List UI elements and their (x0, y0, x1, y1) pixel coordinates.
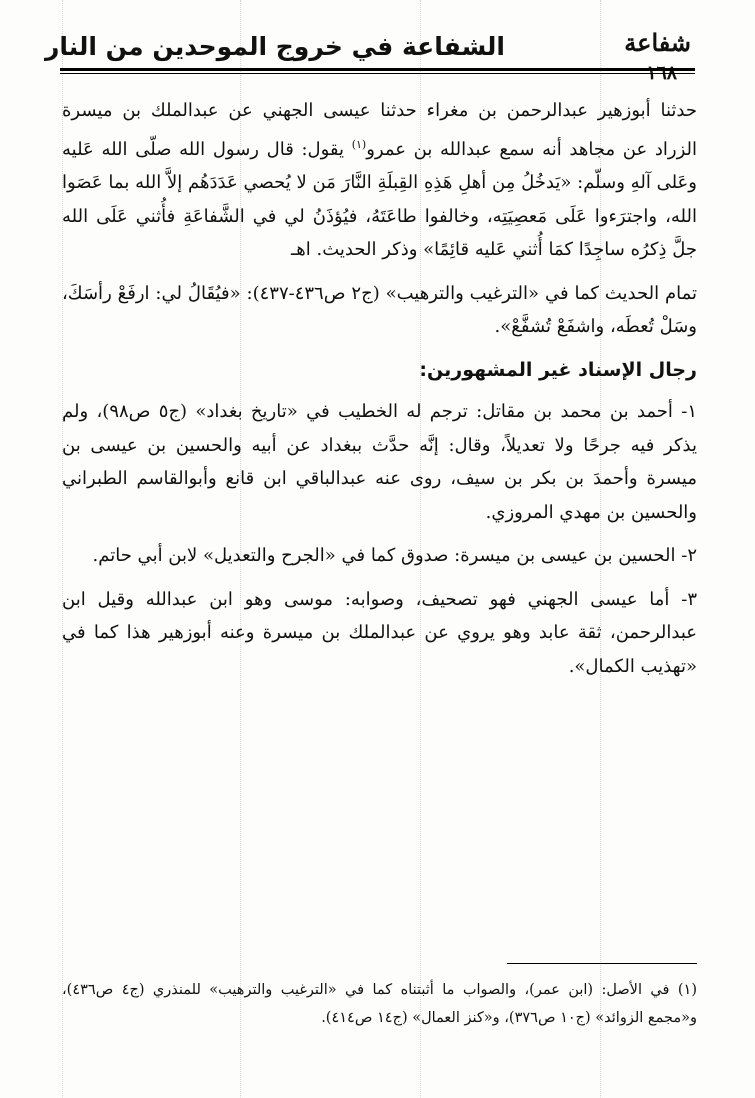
page-header (45, 24, 695, 82)
narrator-item-1: ١- أحمد بن محمد بن مقاتل: ترجم له الخطيب في «تاريخ بغداد» (ج٥ ص٩٨)، ولم يذكر فيه جرحًا ولا تعديلاً، وقال: إنَّه حدَّث ببغداد عن أبيه والحسين بن عيسى بن ميسرة وأحمدَ بن بكر بن سيف، روى عنه عبدالباقي ابن قانع وأبوالقاسم الطبراني والحسين بن مهدي المروزي. (62, 401, 698, 523)
footnotes (62, 976, 697, 1032)
section-heading: رجال الإسناد غير المشهورين: (419, 358, 697, 381)
header-rule (60, 68, 695, 71)
narrator-item-2: ٢- الحسين بن عيسى بن ميسرة: صدوق كما في «الجرح والتعديل» لابن أبي حاتم. (92, 545, 697, 566)
main-text (62, 94, 697, 693)
page-title: الشفاعة في خروج الموحدين من النار (45, 32, 505, 61)
hadith-matn: يقول: قال رسول الله صلّى الله عَليه وعَلى آلهِ وسلّم: «يَدخُلُ مِن أهلِ هَذِهِ القِبلَةِ النَّارَ مَن لا يُحصي عَدَدَهُم إلاَّ الله بما عَصَوا الله، واجترَءوا عَلَى مَعصِيَتِه، وخالفوا طاعَتَهُ، فيُؤذَنُ لي في الشَّفاعَةِ فأُثني عَلَى الله جلَّ ذِكرُه ساجِدًا كمَا أُثني عَليه قائِمًا» وذكر الحديث. اهـ (62, 138, 697, 260)
hadith-paragraph (62, 94, 697, 267)
header-ornament: شفاعة (624, 28, 691, 57)
footnote-marker: (١) (351, 137, 367, 151)
narrator-item-3: ٣- أما عيسى الجهني فهو تصحيف، وصوابه: موسى وهو ابن عبدالله وقيل ابن عبدالرحمن، ثقة عابد وهو يروي عن عبدالملك بن ميسرة وعنه أبوزهير هذا كما في «تهذيب الكمال». (62, 588, 697, 677)
header-rule-thin (60, 73, 695, 74)
hadith-isnad: حدثنا أبوزهير عبدالرحمن بن مغراء حدثنا عيسى الجهني عن عبدالملك بن ميسرة الزراد عن مجاهد أنه سمع عبدالله بن عمرو (62, 100, 697, 160)
footnote-separator (507, 963, 697, 964)
hadith-completion-paragraph: تمام الحديث كما في «الترغيب والترهيب» (ج٢ ص٤٣٦-٤٣٧): «فيُقَالُ لي: ارفَعْ رأسَكَ، وسَلْ تُعطَه، واشفَعْ تُشفَّعْ». (62, 282, 698, 337)
footnote-1: (١) في الأصل: (ابن عمر)، والصواب ما أثبتناه كما في «الترغيب والترهيب» للمنذري (ج٤ ص٤٣٦)، و«مجمع الزوائد» (ج١٠ ص٣٧٦)، و«كنز العمال» (ج١٤ ص٤١٤). (62, 982, 697, 1026)
